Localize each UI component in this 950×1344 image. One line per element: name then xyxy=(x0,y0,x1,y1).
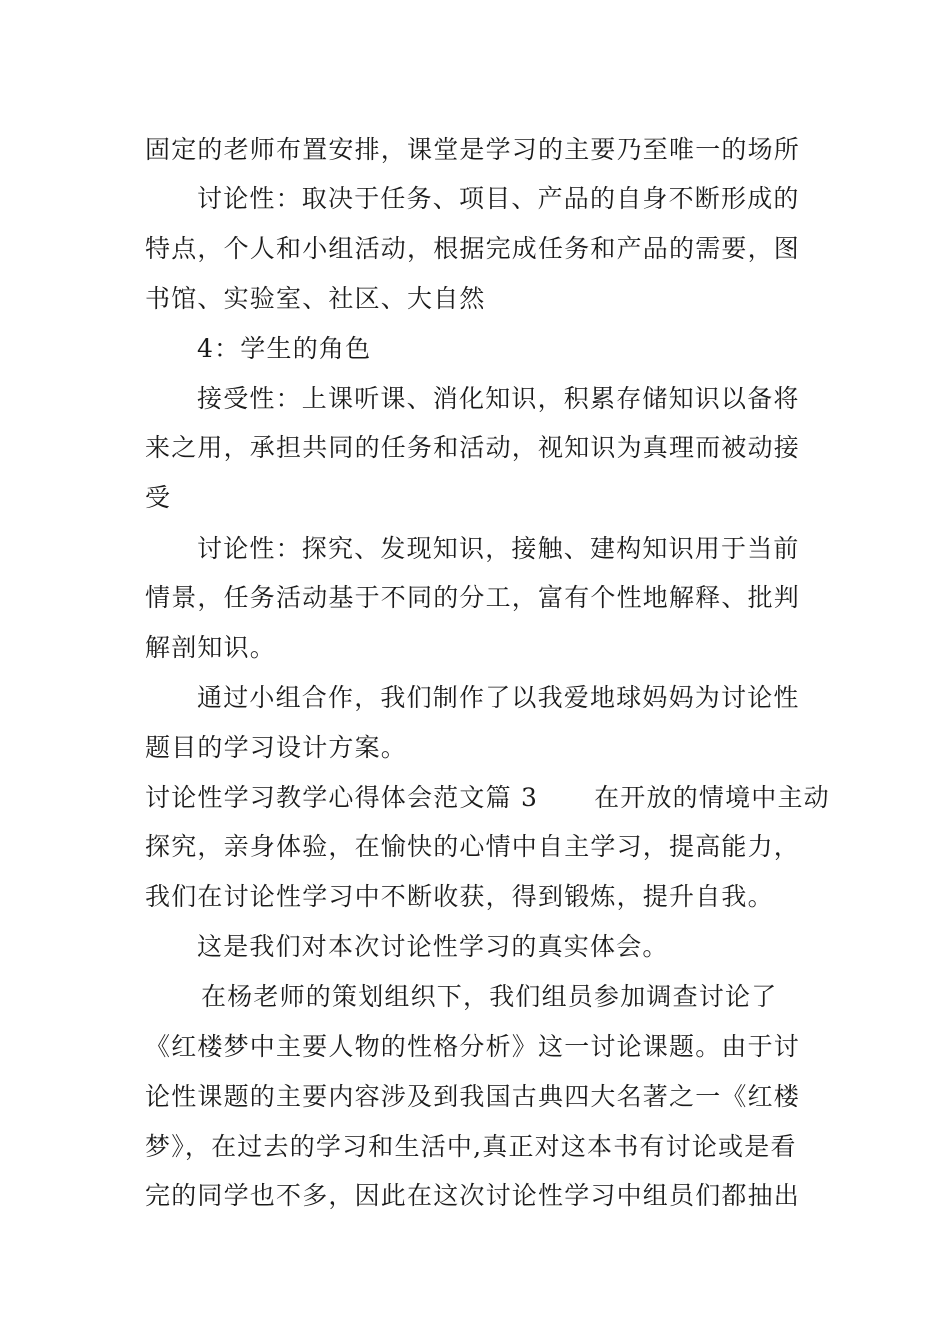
paragraph-line: 讨论性：探究、发现知识，接触、建构知识用于当前 xyxy=(197,534,800,563)
paragraph-line: 在杨老师的策划组织下，我们组员参加调查讨论了 xyxy=(201,982,778,1011)
paragraph-line: 梦》，在过去的学习和生活中,真正对这本书有讨论或是看 xyxy=(145,1132,797,1161)
paragraph-line: 固定的老师布置安排，课堂是学习的主要乃至唯一的场所 xyxy=(145,135,801,164)
paragraph-line: 通过小组合作，我们制作了以我爱地球妈妈为讨论性 xyxy=(197,683,800,712)
section-heading: 讨论性学习教学心得体会范文篇 3 xyxy=(145,783,539,812)
paragraph-line: 论性课题的主要内容涉及到我国古典四大名著之一《红楼 xyxy=(145,1082,801,1111)
section-heading-line xyxy=(145,783,830,813)
paragraph-line: 特点，个人和小组活动，根据完成任务和产品的需要，图 xyxy=(145,234,801,263)
paragraph-line: 题目的学习设计方案。 xyxy=(145,733,408,762)
paragraph-line: 《红楼梦中主要人物的性格分析》这一讨论课题。由于讨 xyxy=(145,1032,801,1061)
paragraph-line: 解剖知识。 xyxy=(145,633,277,662)
paragraph-line: 书馆、实验室、社区、大自然 xyxy=(145,284,486,313)
paragraph-line: 我们在讨论性学习中不断收获，得到锻炼，提升自我。 xyxy=(145,882,774,911)
paragraph-line: 受 xyxy=(145,483,172,512)
paragraph-line: 情景，任务活动基于不同的分工，富有个性地解释、批判 xyxy=(145,583,801,612)
list-heading: 4：学生的角色 xyxy=(197,334,372,363)
paragraph-line: 探究，亲身体验，在愉快的心情中自主学习，提高能力， xyxy=(145,832,801,861)
paragraph-line: 来之用，承担共同的任务和活动，视知识为真理而被动接 xyxy=(145,433,801,462)
paragraph-line: 接受性：上课听课、消化知识，积累存储知识以备将 xyxy=(197,384,800,413)
section-heading-trailing-text: 在开放的情境中主动 xyxy=(594,783,830,812)
paragraph-line: 这是我们对本次讨论性学习的真实体会。 xyxy=(197,932,669,961)
paragraph-line: 讨论性：取决于任务、项目、产品的自身不断形成的 xyxy=(197,184,800,213)
paragraph-line: 完的同学也不多，因此在这次讨论性学习中组员们都抽出 xyxy=(145,1181,801,1210)
